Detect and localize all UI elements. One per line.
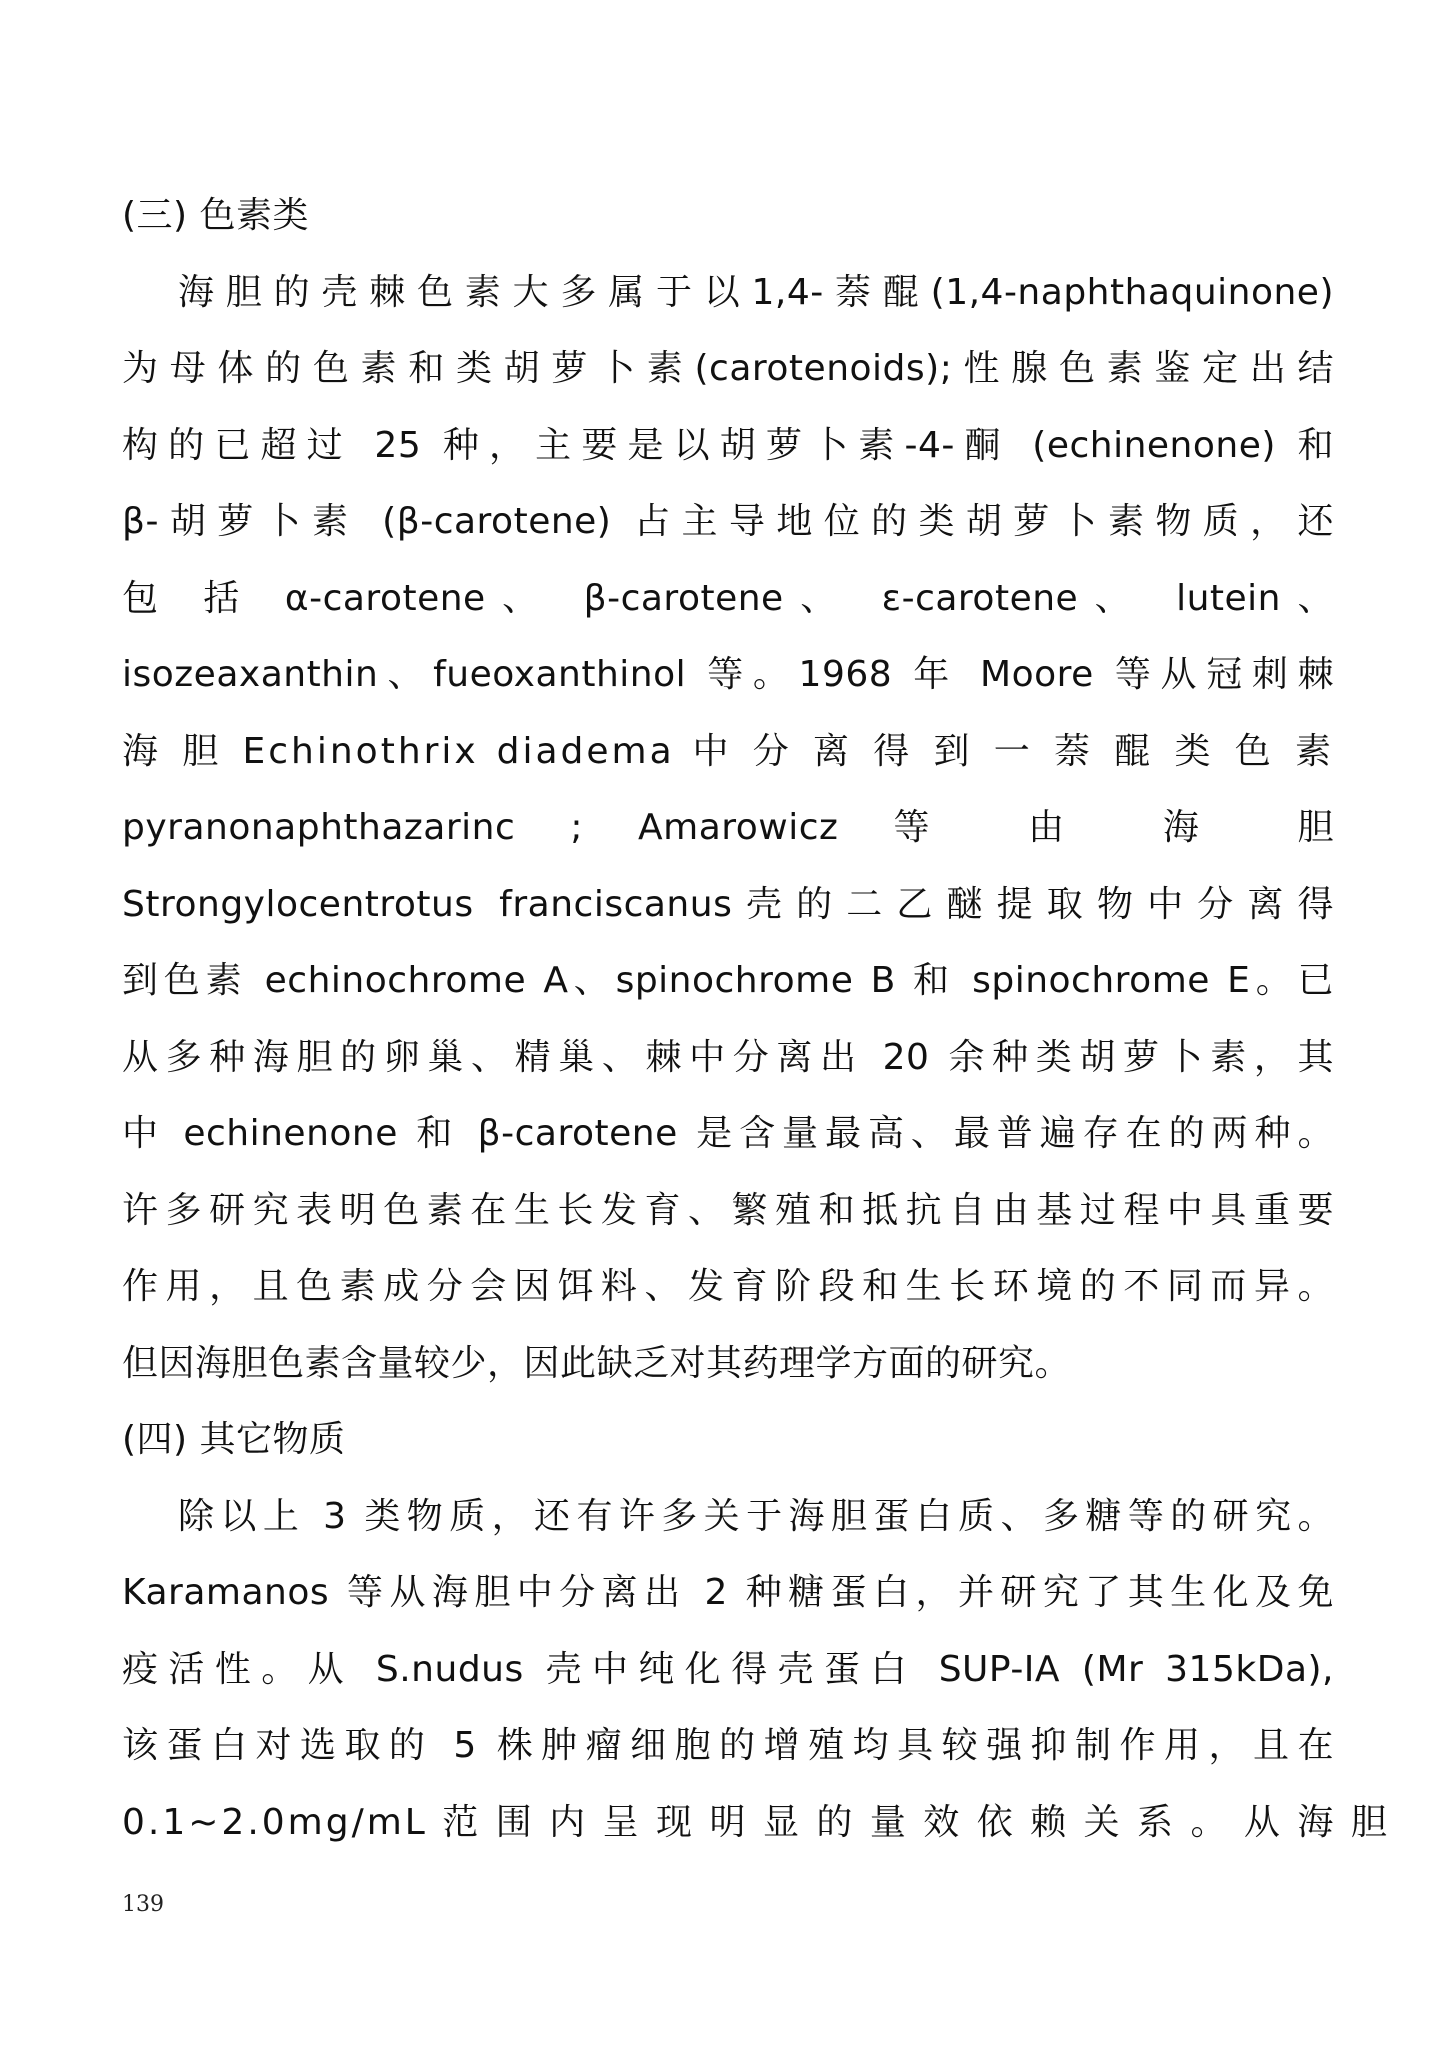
text-line: 除以上 3 类物质，还有许多关于海胆蛋白质、多糖等的研究。 — [178, 1495, 1334, 1537]
document-body — [122, 178, 1390, 1861]
text-line: pyranonaphthazarinc ; Amarowicz 等 由 海 胆 — [122, 807, 1334, 848]
page-number: 139 — [122, 1892, 164, 1917]
text-line: 该蛋白对选取的 5 株肿瘤细胞的增殖均具较强抑制作用，且在 — [122, 1725, 1334, 1766]
text-line: 从多种海胆的卵巢、精巢、棘中分离出 20 余种类胡萝卜素，其 — [122, 1036, 1334, 1078]
text-line: 包 括 α-carotene、 β-carotene、 ε-carotene、 lutein、 — [122, 577, 1334, 619]
text-line: 为母体的色素和类胡萝卜素(carotenoids);性腺色素鉴定出结 — [122, 348, 1334, 389]
text-line: 到色素 echinochrome A、spinochrome B 和 spinochrome E。已 — [122, 960, 1334, 1001]
text-line: 海胆的壳棘色素大多属于以1,4-萘醌(1,4-naphthaquinone) — [178, 271, 1334, 313]
text-line: Strongylocentrotus franciscanus壳的二乙醚提取物中分离得 — [122, 883, 1334, 925]
text-line: 海 胆 Echinothrix diadema 中 分 离 得 到 一 萘 醌 类 色 素 — [122, 730, 1334, 772]
text-line: 中 echinenone 和 β-carotene 是含量最高、最普遍存在的两种。 — [122, 1113, 1334, 1154]
text-line: 许多研究表明色素在生长发育、繁殖和抵抗自由基过程中具重要 — [122, 1189, 1334, 1231]
text-line: (四) 其它物质 — [122, 1419, 346, 1460]
text-line: Karamanos 等从海胆中分离出 2 种糖蛋白，并研究了其生化及免 — [122, 1572, 1334, 1613]
text-line: β-胡萝卜素 (β-carotene) 占主导地位的类胡萝卜素物质，还 — [122, 501, 1334, 542]
text-line: 但因海胆色素含量较少，因此缺乏对其药理学方面的研究。 — [122, 1342, 1072, 1384]
text-line: 0.1~2.0mg/mL 范 围 内 呈 现 明 显 的 量 效 依 赖 关 系 。 从 海 胆 — [122, 1801, 1390, 1843]
text-line: 构的已超过 25 种，主要是以胡萝卜素-4-酮 (echinenone) 和 — [122, 424, 1334, 466]
text-line: isozeaxanthin、fueoxanthinol 等。1968 年 Moore 等从冠刺棘 — [122, 654, 1334, 695]
text-line: (三) 色素类 — [122, 195, 310, 236]
text-line: 作用，且色素成分会因饵料、发育阶段和生长环境的不同而异。 — [122, 1266, 1334, 1307]
text-line: 疫活性。从 S.nudus 壳中纯化得壳蛋白 SUP-IA (Mr 315kDa), — [122, 1648, 1334, 1690]
